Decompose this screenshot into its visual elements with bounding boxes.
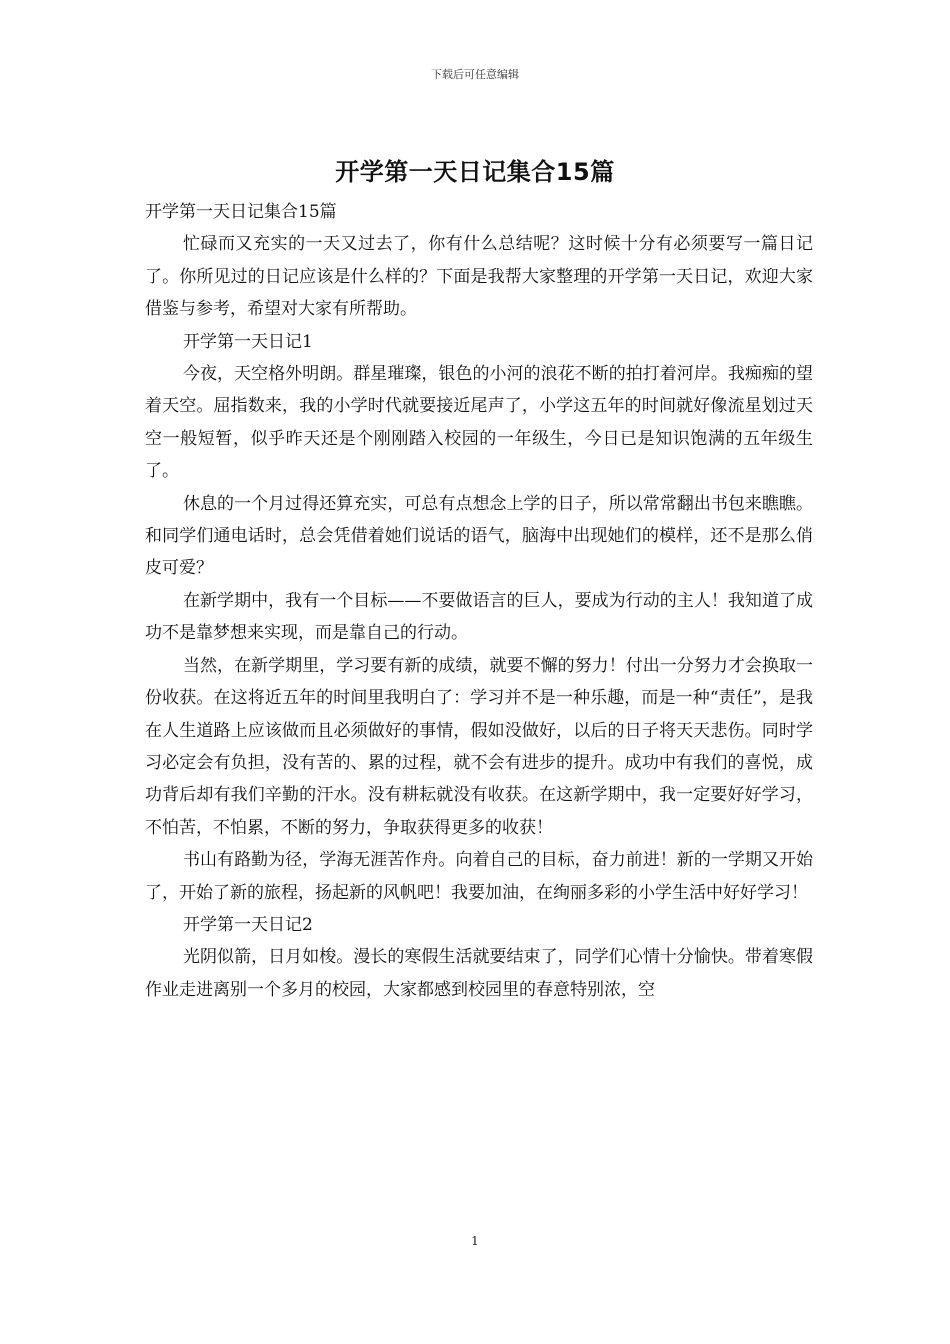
diary-2-heading: 开学第一天日记2	[183, 914, 313, 935]
diary-1-paragraph-2: 休息的一个月过得还算充实，可总有点想念上学的日子，所以常常翻出书包来瞧瞧。和同学们通电话时，总会凭借着她们说话的语气，脑海中出现她们的模样，还不是那么俏皮可爱？	[145, 493, 813, 579]
document-title: 开学第一天日记集合15篇	[335, 158, 615, 186]
diary-1-paragraph-5: 书山有路勤为径，学海无涯苦作舟。向着自己的目标，奋力前进！新的一学期又开始了，开始了新的旅程，扬起新的风帆吧！我要加油，在绚丽多彩的小学生活中好好学习！	[145, 850, 813, 903]
intro-title-line: 开学第一天日记集合15篇	[145, 202, 337, 222]
page-number: 1	[471, 1234, 479, 1248]
document-body	[145, 196, 813, 1006]
diary-1-paragraph-1: 今夜，天空格外明朗。群星璀璨，银色的小河的浪花不断的拍打着河岸。我痴痴的望着天空。屈指数来，我的小学时代就要接近尾声了，小学这五年的时间就好像流星划过天空一般短暂，似乎昨天还是个刚刚踏入校园的一年级生，今日已是知识饱满的五年级生了。	[145, 364, 813, 482]
page-header-note: 下载后可任意编辑	[431, 68, 519, 81]
diary-1-paragraph-3: 在新学期中，我有一个目标——不要做语言的巨人，要成为行动的主人！我知道了成功不是靠梦想来实现，而是靠自己的行动。	[145, 590, 813, 644]
diary-2-paragraph-1: 光阴似箭，日月如梭。漫长的寒假生活就要结束了，同学们心情十分愉快。带着寒假作业走进离别一个多月的校园，大家都感到校园里的春意特别浓，空	[145, 947, 813, 1000]
diary-1-paragraph-4: 当然，在新学期里，学习要有新的成绩，就要不懈的努力！付出一分努力才会换取一份收获。在这将近五年的时间里我明白了：学习并不是一种乐趣，而是一种“责任”，是我在人生道路上应该做而且必须做好的事情，假如没做好，以后的日子将天天悲伤。同时学习必定会有负担，没有苦的、累的过程，就不会有进步的提升。成功中有我们的喜悦，成功背后却有我们辛勤的汗水。没有耕耘就没有收获。在这新学期中，我一定要好好学习，不怕苦，不怕累，不断的努力，争取获得更多的收获！	[145, 655, 813, 838]
intro-paragraph: 忙碌而又充实的一天又过去了，你有什么总结呢？这时候十分有必须要写一篇日记了。你所见过的日记应该是什么样的？下面是我帮大家整理的开学第一天日记，欢迎大家借鉴与参考，希望对大家有所帮助。	[145, 234, 813, 320]
diary-1-heading: 开学第一天日记1	[183, 331, 313, 352]
